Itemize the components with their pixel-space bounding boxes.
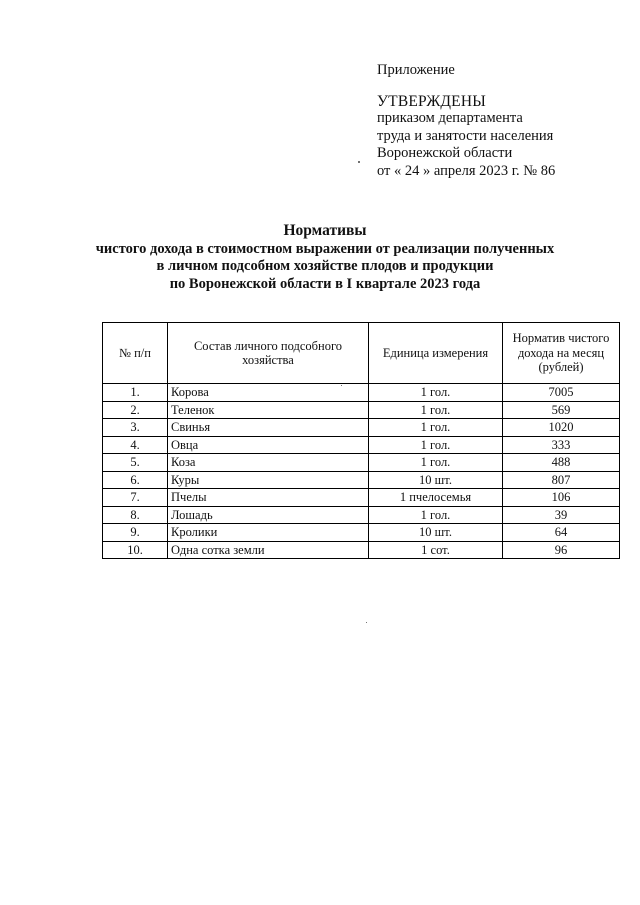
cell-norm: 64 xyxy=(503,524,620,542)
title-line-3: по Воронежской области в I квартале 2023 года xyxy=(169,275,481,292)
cell-num: 3. xyxy=(103,419,168,437)
table-row xyxy=(103,524,620,542)
header-num: № п/п xyxy=(103,323,168,384)
title-line-2: в личном подсобном хозяйстве плодов и продукции xyxy=(156,258,494,274)
cell-num: 5. xyxy=(103,454,168,472)
cell-norm: 333 xyxy=(503,436,620,454)
header-norm: Норматив чистого дохода на месяц (рублей) xyxy=(503,323,620,384)
cell-unit: 1 гол. xyxy=(369,384,503,402)
cell-unit: 10 шт. xyxy=(369,471,503,489)
table-row xyxy=(103,454,620,472)
approval-line-1: приказом департамента xyxy=(377,110,523,126)
cell-unit: 1 сот. xyxy=(369,541,503,559)
cell-unit: 1 гол. xyxy=(369,506,503,524)
cell-num: 7. xyxy=(103,489,168,507)
cell-norm: 488 xyxy=(503,454,620,472)
cell-unit: 1 гол. xyxy=(369,454,503,472)
scan-speck xyxy=(366,622,367,623)
cell-norm: 96 xyxy=(503,541,620,559)
table-row xyxy=(103,471,620,489)
cell-norm: 1020 xyxy=(503,419,620,437)
cell-name: Пчелы xyxy=(168,489,369,507)
approval-line-3: Воронежской области xyxy=(377,145,513,161)
cell-num: 8. xyxy=(103,506,168,524)
header-name: Состав личного подсобного хозяйства xyxy=(168,323,369,384)
cell-num: 9. xyxy=(103,524,168,542)
table-row xyxy=(103,506,620,524)
table-row xyxy=(103,489,620,507)
table-row xyxy=(103,419,620,437)
cell-norm: 569 xyxy=(503,401,620,419)
cell-norm: 106 xyxy=(503,489,620,507)
cell-norm: 39 xyxy=(503,506,620,524)
cell-num: 2. xyxy=(103,401,168,419)
document-title xyxy=(60,222,590,293)
scan-speck xyxy=(341,385,342,386)
cell-num: 4. xyxy=(103,436,168,454)
cell-name: Одна сотка земли xyxy=(168,541,369,559)
approved-heading: УТВЕРЖДЕНЫ xyxy=(377,92,486,110)
cell-name: Теленок xyxy=(168,401,369,419)
cell-unit: 1 гол. xyxy=(369,436,503,454)
cell-num: 10. xyxy=(103,541,168,559)
cell-name: Свинья xyxy=(168,419,369,437)
table-row xyxy=(103,436,620,454)
cell-name: Куры xyxy=(168,471,369,489)
cell-name: Кролики xyxy=(168,524,369,542)
cell-name: Овца xyxy=(168,436,369,454)
table-row xyxy=(103,384,620,402)
cell-num: 6. xyxy=(103,471,168,489)
appendix-label: Приложение xyxy=(377,62,455,78)
approval-block xyxy=(377,62,555,180)
cell-num: 1. xyxy=(103,384,168,402)
cell-unit: 1 гол. xyxy=(369,401,503,419)
cell-unit: 10 шт. xyxy=(369,524,503,542)
cell-unit: 1 пчелосемья xyxy=(369,489,503,507)
table-row xyxy=(103,401,620,419)
approval-line-4: от « 24 » апреля 2023 г. № 86 xyxy=(377,162,556,179)
header-unit: Единица измерения xyxy=(369,323,503,384)
table-header-row xyxy=(103,323,620,384)
cell-norm: 807 xyxy=(503,471,620,489)
cell-norm: 7005 xyxy=(503,384,620,402)
table-row xyxy=(103,541,620,559)
title-heading: Нормативы xyxy=(283,222,367,239)
cell-unit: 1 гол. xyxy=(369,419,503,437)
approval-line-2: труда и занятости населения xyxy=(377,127,554,144)
cell-name: Коза xyxy=(168,454,369,472)
cell-name: Лошадь xyxy=(168,506,369,524)
title-line-1: чистого дохода в стоимостном выражении от реализации полученных xyxy=(95,240,555,257)
scan-speck xyxy=(358,161,360,163)
norms-table xyxy=(102,322,620,559)
cell-name: Корова xyxy=(168,384,369,402)
